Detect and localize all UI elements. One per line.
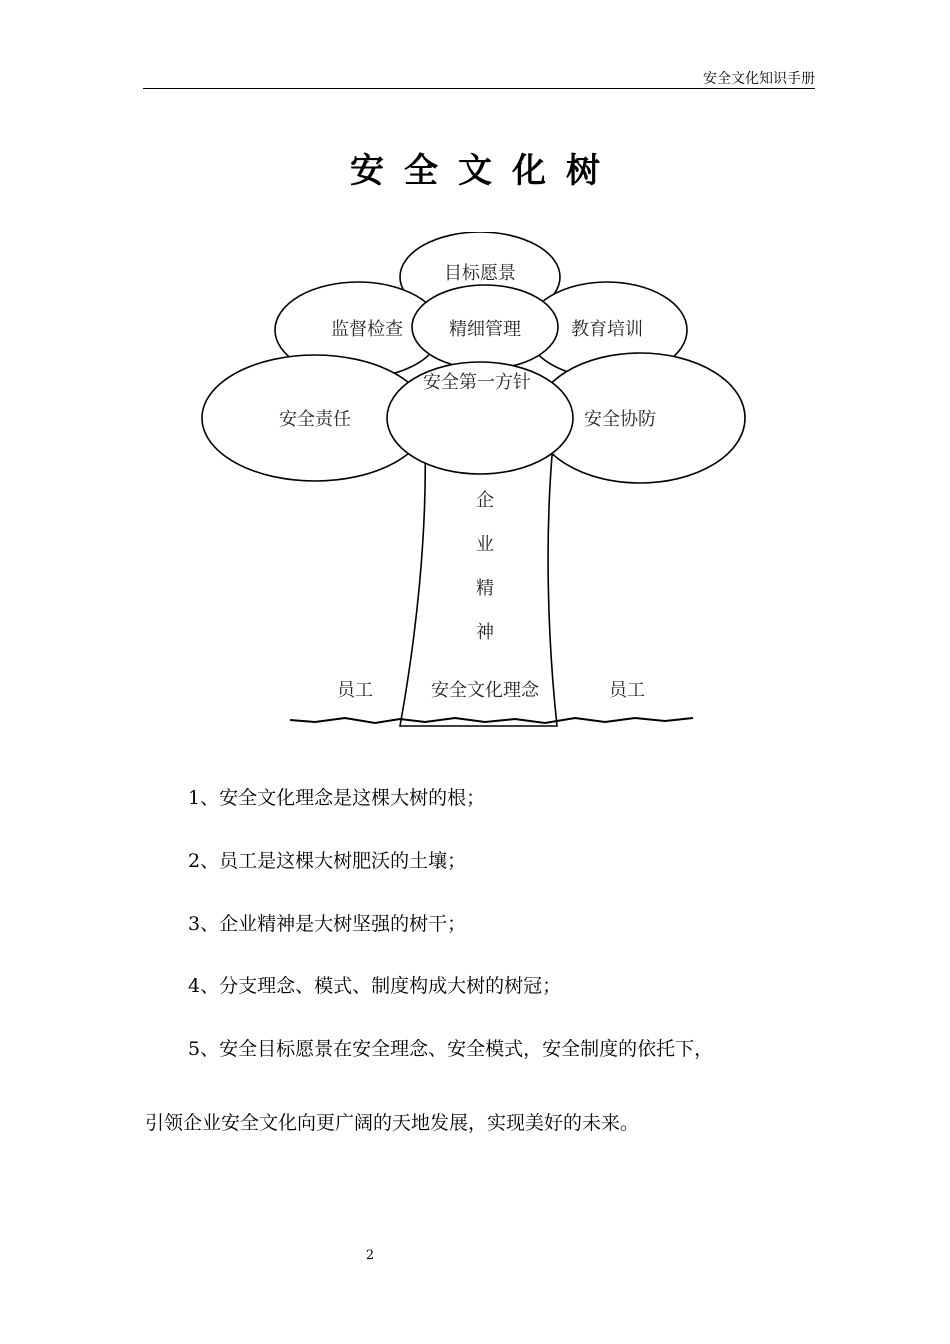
root-label: 安全文化理念 [431,680,539,701]
header-rule [143,88,815,89]
crown-center-label: 安全第一方针 [423,372,531,393]
crown-right-label: 安全协防 [584,409,656,430]
trunk-char: 业 [476,534,494,555]
statement-item: 1、安全文化理念是这棵大树的根； [188,787,486,809]
crown-top-label: 目标愿景 [444,263,516,284]
crown-left-label: 安全责任 [279,409,351,430]
soil-left-label: 员工 [337,680,373,701]
crown-upper-center-label: 精细管理 [449,319,521,340]
soil-right-label: 员工 [609,680,645,701]
crown-upper-left-label: 监督检查 [331,319,403,340]
statement-item: 3、企业精神是大树坚强的树干； [188,913,467,935]
trunk-char: 企 [476,490,494,511]
page-number: 2 [365,1248,375,1263]
page-title: 安全文化树 [350,151,620,191]
trunk-char: 精 [476,578,494,599]
statement-item: 4、分支理念、模式、制度构成大树的树冠； [188,975,562,997]
statement-continuation: 引领企业安全文化向更广阔的天地发展，实现美好的未来。 [145,1112,640,1134]
trunk-char: 神 [476,622,494,643]
crown-upper-right-label: 教育培训 [571,319,643,340]
statement-item: 5、安全目标愿景在安全理念、安全模式，安全制度的依托下， [188,1038,714,1060]
running-header: 安全文化知识手册 [703,71,815,87]
statement-item: 2、员工是这棵大树肥沃的土壤； [188,850,467,872]
safety-culture-tree-diagram [195,232,755,732]
